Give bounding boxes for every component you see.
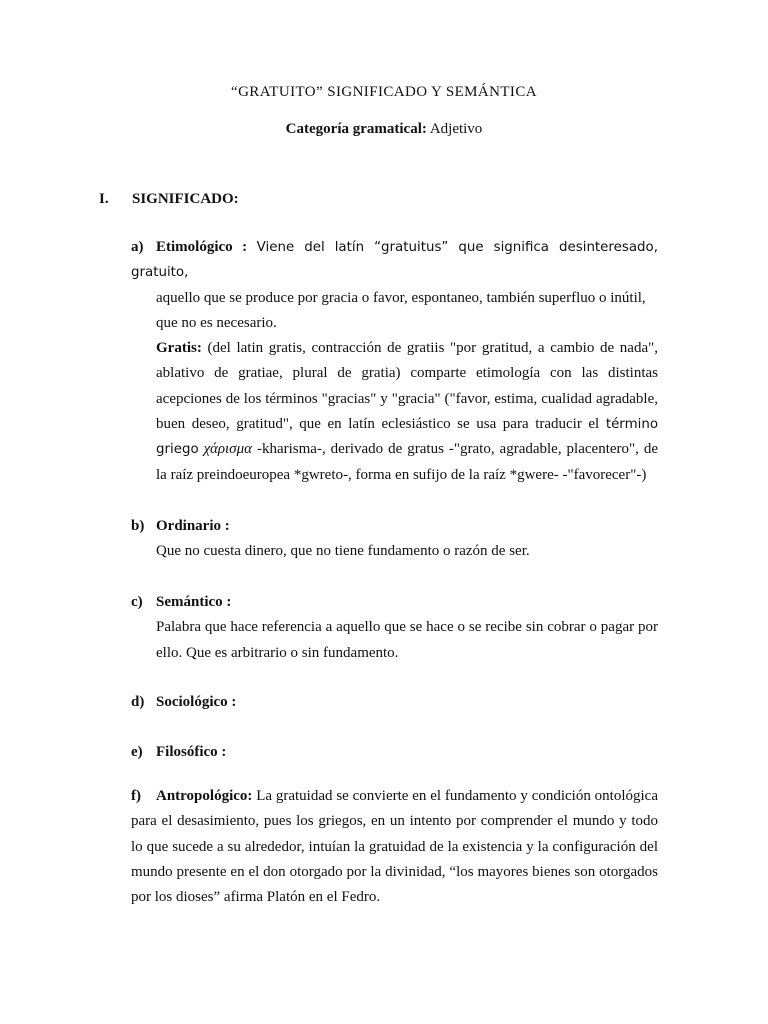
item-letter: c) — [131, 594, 143, 610]
item-letter: b) — [131, 518, 145, 534]
item-head: Etimológico : — [156, 239, 248, 255]
category-label: Categoría gramatical: — [285, 121, 427, 137]
item-semantico — [131, 590, 658, 666]
item-etimologico — [131, 235, 658, 488]
semantico-text: Palabra que hace referencia a aquello que se hace o se recibe sin cobrar o pagar por ello. Que es arbitrario o sin fundamento. — [156, 619, 658, 661]
gratis-paragraph — [156, 336, 658, 488]
category-value: Adjetivo — [429, 121, 483, 137]
item-head: Antropológico: — [156, 788, 253, 804]
etimologico-body — [131, 286, 658, 488]
item-head: Semántico : — [156, 594, 232, 610]
item-head: Sociológico : — [156, 694, 237, 710]
section-title: SIGNIFICADO: — [132, 191, 239, 207]
section-number: I. — [99, 191, 109, 207]
greek-word: χάρισμα — [203, 441, 252, 458]
item-letter: a) — [131, 239, 144, 255]
item-sociologico — [131, 690, 658, 715]
etimologico-line1: Viene del latín “gratuitus” que significa desinteresado, gratuito, — [131, 240, 659, 281]
etimologico-first-line — [131, 235, 658, 286]
item-filosofico — [131, 740, 658, 765]
etimologico-rest: aquello que se produce por gracia o favor, espontaneo, también superfluo o inútil, que no es necesario. — [156, 289, 646, 331]
item-head: Ordinario : — [156, 518, 230, 534]
gratis-label: Gratis: — [156, 340, 202, 357]
gratis-text-2: -kharisma-, derivado de gratus -"grato, agradable, placentero", de la raíz preindoeuropea *gwreto-, forma en sufijo de la raíz *gwere- -"favorecer"-) — [156, 441, 659, 483]
item-letter: d) — [131, 694, 145, 710]
document-title: “GRATUITO” SIGNIFICADO Y SEMÁNTICA — [231, 84, 537, 100]
ordinario-text: Que no cuesta dinero, que no tiene fundamento o razón de ser. — [156, 543, 530, 560]
item-head: Filosófico : — [156, 744, 227, 760]
gratis-text-1: (del latin gratis, contracción de gratiis "por gratitud, a cambio de nada", ablativo de gratiae, plural de gratia) comparte etimología con las distintas acepciones de los términos "gracias" y "gracia" ("favor, estima, cualidad agradable, buen deseo, gratitud", que en latín eclesiástico se usa para traducir el — [156, 340, 658, 433]
item-antropologico — [131, 784, 658, 910]
item-letter: e) — [131, 744, 143, 760]
gratis-sans: término griego — [156, 417, 659, 458]
item-letter: f) — [131, 788, 141, 804]
item-ordinario — [131, 514, 658, 565]
antropologico-text: La gratuidad se convierte en el fundamento y condición ontológica para el desasimiento, pues los griegos, en un intento por comprender el mundo y todo lo que sucede a su alrededor, intuían la gratuidad de la existencia y la configuración del mundo presente en el don otorgado por la divinidad, “los mayores bienes son otorgados por los dioses” afirma Platón en el Fedro. — [131, 788, 658, 906]
section-heading — [99, 191, 239, 208]
grammatical-category — [0, 121, 768, 138]
